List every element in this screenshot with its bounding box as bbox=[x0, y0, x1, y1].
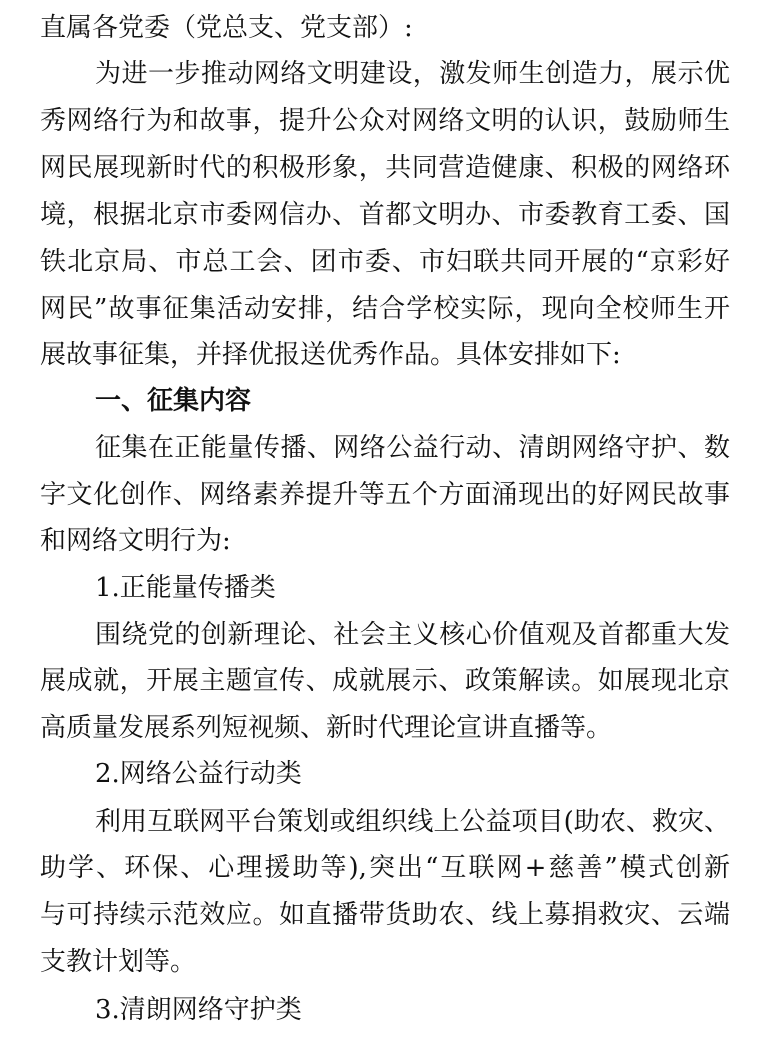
intro-paragraph-line: 网民展现新时代的积极形象，共同营造健康、积极的网络环 bbox=[40, 153, 730, 183]
intro-paragraph-line: 展故事征集，并择优报送优秀作品。具体安排如下: bbox=[40, 340, 621, 370]
category-paragraph-line: 利用互联网平台策划或组织线上公益项目(助农、救灾、 bbox=[95, 807, 730, 837]
category-title: 3.清朗网络守护类 bbox=[95, 995, 302, 1025]
intro-paragraph-line: 铁北京局、市总工会、团市委、市妇联共同开展的“京彩好 bbox=[40, 247, 730, 277]
intro-paragraph-line: 为进一步推动网络文明建设，激发师生创造力，展示优 bbox=[95, 59, 730, 89]
category-paragraph-line: 与可持续示范效应。如直播带货助农、线上募捐救灾、云端 bbox=[40, 900, 730, 930]
section-heading: 一、征集内容 bbox=[95, 386, 252, 416]
category-paragraph-line: 围绕党的创新理论、社会主义核心价值观及首都重大发 bbox=[95, 620, 730, 650]
salutation: 直属各党委（党总支、党支部）: bbox=[40, 13, 413, 43]
category-paragraph-line: 助学、环保、心理援助等),突出“互联网+慈善”模式创新 bbox=[40, 853, 730, 883]
section-paragraph-line: 和网络文明行为: bbox=[40, 526, 231, 556]
intro-paragraph-line: 秀网络行为和故事，提升公众对网络文明的认识，鼓励师生 bbox=[40, 106, 730, 136]
section-paragraph-line: 字文化创作、网络素养提升等五个方面涌现出的好网民故事 bbox=[40, 480, 730, 510]
category-paragraph-line: 高质量发展系列短视频、新时代理论宣讲直播等。 bbox=[40, 713, 613, 743]
category-title: 1.正能量传播类 bbox=[95, 573, 276, 603]
intro-paragraph-line: 网民”故事征集活动安排，结合学校实际，现向全校师生开 bbox=[40, 294, 730, 324]
category-title: 2.网络公益行动类 bbox=[95, 759, 302, 789]
section-paragraph-line: 征集在正能量传播、网络公益行动、清朗网络守护、数 bbox=[95, 433, 730, 463]
category-paragraph-line: 支教计划等。 bbox=[40, 947, 197, 977]
intro-paragraph-line: 境，根据北京市委网信办、首都文明办、市委教育工委、国 bbox=[40, 200, 730, 230]
category-paragraph-line: 展成就，开展主题宣传、成就展示、政策解读。如展现北京 bbox=[40, 666, 730, 696]
